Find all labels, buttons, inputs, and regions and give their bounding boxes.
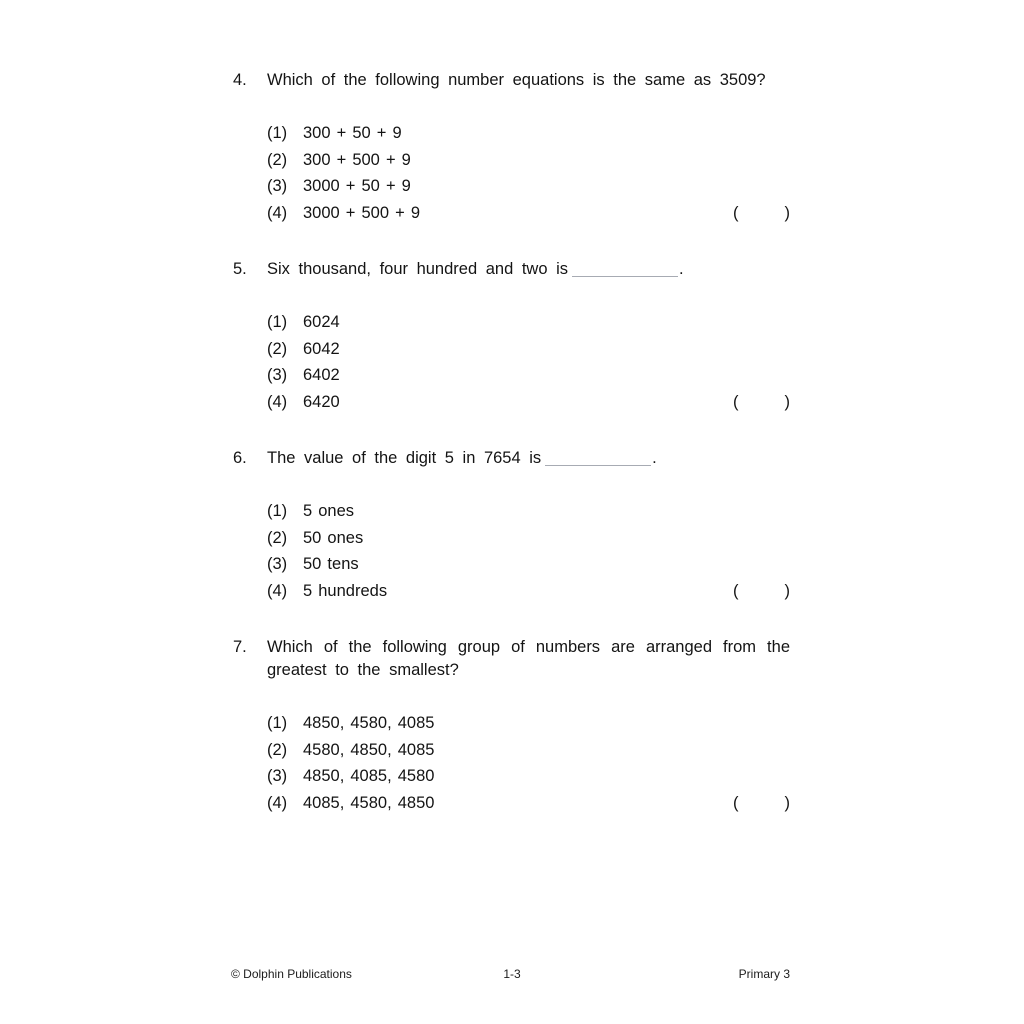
- option-text: 6420: [303, 392, 340, 411]
- option-row: [267, 200, 790, 227]
- option-label: (3): [267, 366, 288, 384]
- answer-bracket: [733, 389, 790, 416]
- option-text: 4850, 4085, 4580: [303, 767, 435, 785]
- answer-bracket-close: ): [784, 203, 790, 222]
- option-label: (3): [267, 555, 288, 573]
- question-header: [233, 69, 790, 92]
- question-text: Which of the following number equations is the same as 3509?: [267, 71, 766, 89]
- answer-bracket-open: (: [733, 392, 739, 411]
- answer-bracket: [733, 200, 790, 227]
- option-text: 300 + 500 + 9: [303, 150, 411, 169]
- question-text: Six thousand, four hundred and two is .: [267, 260, 684, 278]
- question-number: 5.: [233, 260, 247, 278]
- option-label: (4): [267, 392, 288, 411]
- question-block-5: [233, 258, 790, 415]
- answer-bracket-close: ): [784, 793, 790, 812]
- option-text: 6042: [303, 339, 340, 358]
- option-text: 6024: [303, 313, 340, 331]
- option-row: [267, 336, 790, 363]
- question-header: [233, 258, 790, 281]
- question-text: Which of the following group of numbers are arranged from the greatest to the smallest?: [267, 638, 790, 679]
- page-footer: [0, 967, 1024, 985]
- options-list: [233, 120, 790, 226]
- option-text: 6402: [303, 366, 340, 384]
- footer-page-number: 1-3: [503, 967, 521, 981]
- option-label: (1): [267, 124, 288, 142]
- answer-bracket-close: ): [784, 392, 790, 411]
- answer-bracket-open: (: [733, 581, 739, 600]
- option-row: [267, 578, 790, 605]
- option-label: (2): [267, 339, 288, 358]
- option-row: [267, 147, 790, 174]
- option-row: [267, 790, 790, 817]
- option-label: (1): [267, 502, 288, 520]
- option-row: [267, 525, 790, 552]
- options-list: [233, 710, 790, 816]
- option-row: [267, 120, 790, 147]
- answer-bracket-open: (: [733, 793, 739, 812]
- option-row: [267, 763, 790, 790]
- question-number: 7.: [233, 638, 247, 656]
- option-label: (3): [267, 177, 288, 195]
- question-block-7: [233, 636, 790, 816]
- question-number: 6.: [233, 449, 247, 467]
- footer-copyright: © Dolphin Publications: [231, 967, 352, 981]
- option-row: [267, 173, 790, 200]
- question-header: [233, 447, 790, 470]
- question-text: The value of the digit 5 in 7654 is .: [267, 449, 657, 467]
- question-header: [233, 636, 790, 682]
- option-label: (4): [267, 203, 288, 222]
- answer-bracket: [733, 578, 790, 605]
- answer-blank: [572, 276, 678, 277]
- answer-bracket-open: (: [733, 203, 739, 222]
- question-number: 4.: [233, 71, 247, 89]
- option-row: [267, 498, 790, 525]
- option-text: 4850, 4580, 4085: [303, 714, 435, 732]
- option-label: (4): [267, 793, 288, 812]
- option-text: 50 ones: [303, 528, 364, 547]
- option-label: (2): [267, 150, 288, 169]
- option-label: (2): [267, 528, 288, 547]
- answer-blank: [545, 465, 651, 466]
- option-text: 4580, 4850, 4085: [303, 740, 435, 759]
- footer-grade-level: Primary 3: [738, 967, 790, 981]
- option-label: (1): [267, 714, 288, 732]
- answer-bracket-close: ): [784, 581, 790, 600]
- option-row: [267, 389, 790, 416]
- question-block-6: [233, 447, 790, 604]
- option-text: 3000 + 500 + 9: [303, 203, 421, 222]
- options-list: [233, 309, 790, 415]
- options-list: [233, 498, 790, 604]
- option-row: [267, 737, 790, 764]
- option-row: [267, 710, 790, 737]
- option-text: 5 hundreds: [303, 581, 388, 600]
- option-row: [267, 309, 790, 336]
- option-row: [267, 551, 790, 578]
- option-text: 50 tens: [303, 555, 359, 573]
- option-label: (1): [267, 313, 288, 331]
- option-label: (2): [267, 740, 288, 759]
- option-text: 4085, 4580, 4850: [303, 793, 435, 812]
- option-text: 3000 + 50 + 9: [303, 177, 411, 195]
- questions-container: [233, 69, 790, 848]
- question-block-4: [233, 69, 790, 226]
- answer-bracket: [733, 790, 790, 817]
- option-text: 300 + 50 + 9: [303, 124, 402, 142]
- option-label: (4): [267, 581, 288, 600]
- option-row: [267, 362, 790, 389]
- option-label: (3): [267, 767, 288, 785]
- option-text: 5 ones: [303, 502, 355, 520]
